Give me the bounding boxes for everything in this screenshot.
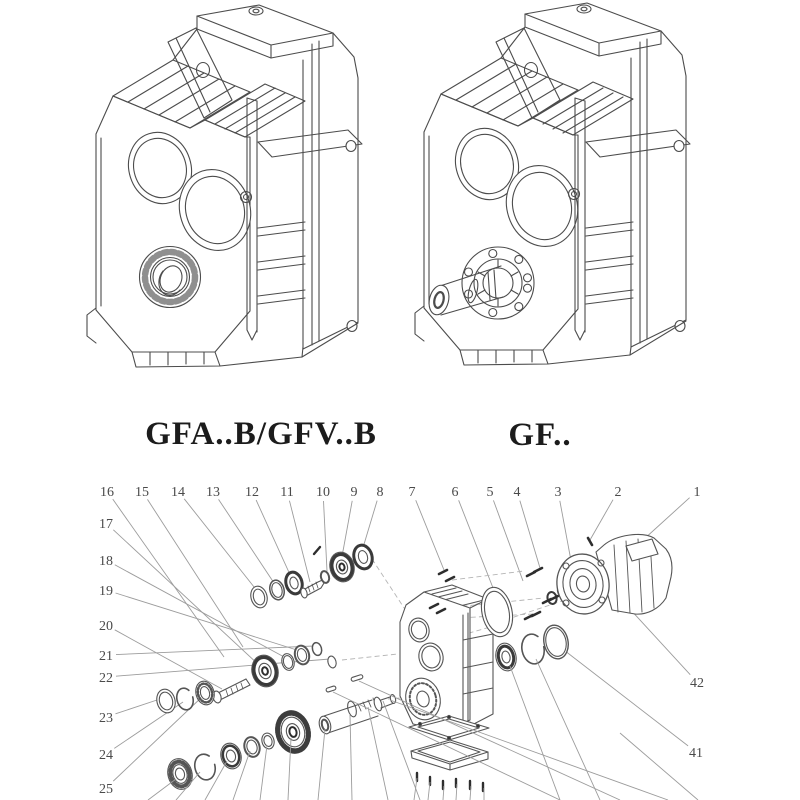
mounting-slab xyxy=(303,33,358,349)
input-shaft-chain xyxy=(248,543,374,610)
callout-number: 2 xyxy=(614,485,622,500)
leader-line xyxy=(323,501,327,571)
mounting-slab xyxy=(631,31,686,347)
bearing-part xyxy=(218,741,244,771)
leader-line xyxy=(219,499,276,586)
leader-line xyxy=(459,500,495,593)
flange-gasket-part xyxy=(477,584,517,639)
callout-number: 12 xyxy=(245,485,259,500)
callout-number: 6 xyxy=(451,485,459,500)
figure-label-left: GFA..B/GFV..B xyxy=(145,416,377,452)
leader-line-cutoff xyxy=(414,778,417,800)
callout-number: 7 xyxy=(408,485,416,500)
callout-number: 22 xyxy=(99,671,113,686)
filler-plug xyxy=(577,5,591,13)
callout-number: 15 xyxy=(135,485,149,500)
end-cap-part xyxy=(248,584,269,609)
callout-number: 5 xyxy=(486,485,494,500)
filler-plug xyxy=(249,7,263,15)
callout-number: 3 xyxy=(554,485,562,500)
callout-number: 1 xyxy=(693,485,701,500)
callout-number: 20 xyxy=(99,619,113,634)
base-feet xyxy=(415,306,686,365)
callout-number: 9 xyxy=(350,485,358,500)
gear-part xyxy=(248,652,281,690)
callout-number: 10 xyxy=(316,485,330,500)
cap-top xyxy=(197,5,333,45)
housing-part xyxy=(400,585,493,731)
cross-rails xyxy=(586,130,690,304)
leader-line xyxy=(184,499,258,592)
washer-part xyxy=(311,642,323,657)
leader-line xyxy=(520,501,540,568)
ring-part xyxy=(293,644,311,666)
callout-number: 16 xyxy=(100,485,114,500)
pinion-shaft-part xyxy=(212,679,250,704)
leader-line xyxy=(493,500,523,581)
callout-number: 21 xyxy=(99,649,113,664)
snap-ring-part xyxy=(192,752,218,782)
gearbox-drawing-gf xyxy=(415,3,690,365)
leader-line xyxy=(147,499,243,647)
callout-number: 24 xyxy=(99,748,113,763)
leader-line xyxy=(256,500,292,579)
callout-number: 41 xyxy=(689,746,703,761)
intermediate-shaft-chain xyxy=(212,642,338,704)
leader-line-cutoff xyxy=(620,733,698,800)
figure-label-right: GF.. xyxy=(508,417,572,453)
callout-number: 19 xyxy=(99,584,113,599)
callout-number: 8 xyxy=(376,485,384,500)
motor-part xyxy=(553,534,672,617)
base-feet xyxy=(87,308,358,367)
bearing-part xyxy=(351,543,375,571)
leader-line xyxy=(560,501,572,566)
key-part xyxy=(326,686,337,693)
output-hub-flange xyxy=(462,247,534,319)
leader-line xyxy=(115,698,163,714)
callout-number: 42 xyxy=(690,676,704,691)
leader-line xyxy=(116,593,300,651)
screw-part xyxy=(314,547,320,554)
callout-number: 4 xyxy=(513,485,521,500)
spacer-part xyxy=(327,655,338,669)
ring-part xyxy=(541,623,572,661)
callout-number: 14 xyxy=(171,485,185,500)
leader-line-cutoff xyxy=(205,761,227,800)
leader-line xyxy=(113,530,260,666)
leader-line-cutoff xyxy=(318,729,325,800)
leader-line xyxy=(643,498,690,540)
output-gear-part xyxy=(271,707,315,757)
output-hub xyxy=(140,247,201,308)
upper-bores xyxy=(119,124,261,260)
leader-line-cutoff xyxy=(350,715,352,800)
key-part xyxy=(351,674,364,682)
gearbox-drawing-gfab xyxy=(87,5,362,367)
cross-rails xyxy=(258,130,362,304)
exploded-parts-diagram xyxy=(99,485,704,800)
leader-line xyxy=(416,500,444,570)
leader-line xyxy=(590,500,613,540)
callout-number: 17 xyxy=(99,517,113,532)
ball-bearing-part xyxy=(164,756,195,792)
leader-line xyxy=(362,501,377,551)
leader-line xyxy=(289,501,310,582)
leader-line xyxy=(113,499,224,657)
snap-ring-part xyxy=(174,686,195,711)
leader-line-cutoff xyxy=(536,659,600,800)
exploded-parts xyxy=(154,534,672,792)
washer-part xyxy=(260,732,276,751)
callout-number: 18 xyxy=(99,554,113,569)
leader-line xyxy=(115,630,222,689)
cover-bolts xyxy=(417,773,483,791)
upper-bores xyxy=(446,120,588,256)
oil-seal-part xyxy=(268,579,287,602)
snap-ring-part xyxy=(519,632,547,666)
callout-number: 25 xyxy=(99,782,113,797)
cap-top xyxy=(525,3,661,43)
seal-bearing-chain xyxy=(154,679,217,715)
callout-number: 11 xyxy=(280,485,294,500)
leader-line-cutoff xyxy=(260,745,267,800)
bearing-part xyxy=(493,641,518,673)
callout-number: 13 xyxy=(206,485,220,500)
washer-part xyxy=(320,570,331,584)
output-shaft-part xyxy=(317,694,396,735)
leader-line-cutoff xyxy=(148,779,176,800)
ring-part xyxy=(242,735,262,758)
end-cap-part xyxy=(154,687,178,715)
cover-pan-part xyxy=(411,740,488,770)
callout-number: 23 xyxy=(99,711,113,726)
leader-line xyxy=(560,647,688,746)
leader-line-cutoff xyxy=(368,707,388,800)
